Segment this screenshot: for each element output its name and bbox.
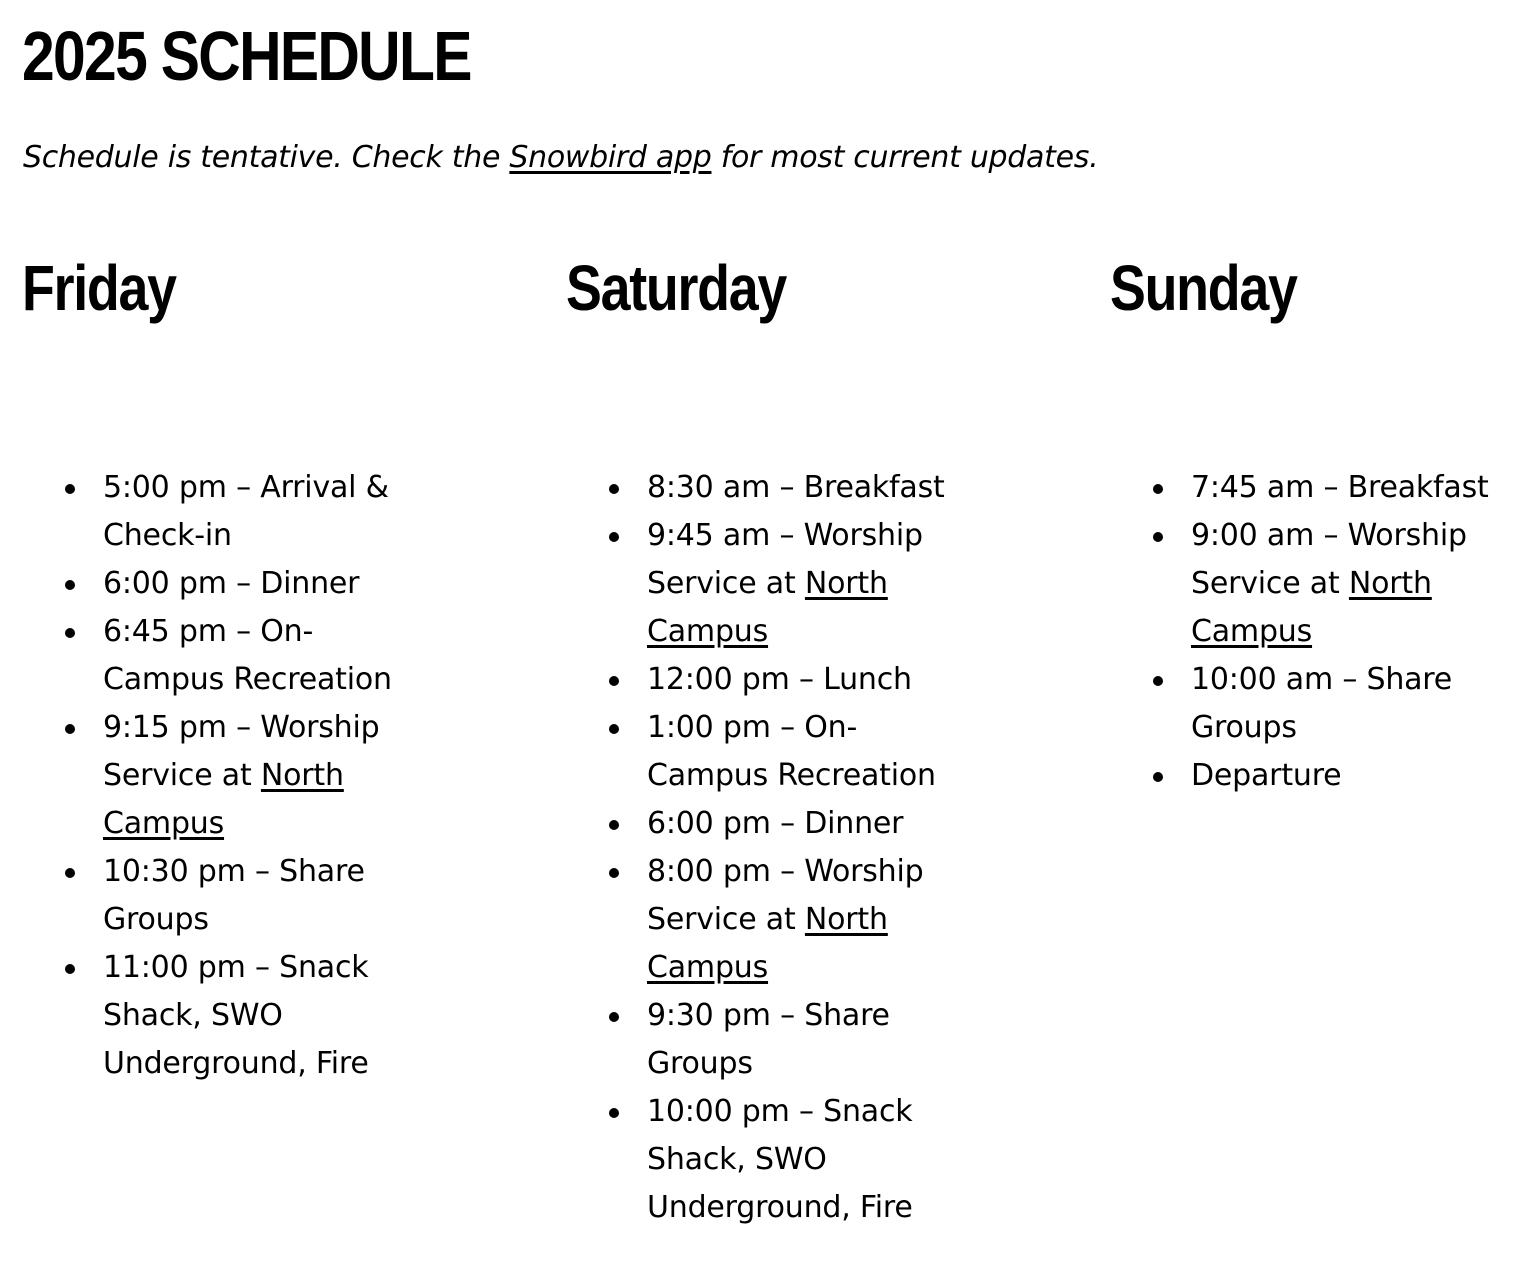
event-text: Departure xyxy=(1191,758,1342,793)
day-title-friday: Friday xyxy=(22,252,176,324)
page-title: 2025 SCHEDULE xyxy=(22,17,471,95)
event-item xyxy=(103,704,423,848)
event-text: 10:00 pm – Snack Shack, SWO Underground, Fire xyxy=(647,1094,913,1225)
bullet-icon xyxy=(609,868,619,878)
bullet-icon xyxy=(65,628,75,638)
event-text: 9:00 am – Worship Service at xyxy=(1191,518,1467,601)
event-item xyxy=(647,512,967,656)
event-text: 9:30 pm – Share Groups xyxy=(647,998,890,1081)
event-list-friday xyxy=(22,464,423,1088)
event-text: 5:00 pm – Arrival & Check-in xyxy=(103,470,389,553)
bullet-icon xyxy=(609,676,619,686)
event-item xyxy=(1191,656,1511,752)
event-item xyxy=(1191,752,1511,800)
event-item xyxy=(647,656,967,704)
bullet-icon xyxy=(609,1108,619,1118)
day-title-saturday: Saturday xyxy=(566,252,786,324)
event-item xyxy=(103,560,423,608)
event-text: 6:00 pm – Dinner xyxy=(103,566,360,601)
event-item xyxy=(647,848,967,992)
bullet-icon xyxy=(1153,676,1163,686)
event-list-saturday xyxy=(566,464,967,1232)
event-text: 6:00 pm – Dinner xyxy=(647,806,904,841)
event-item xyxy=(103,944,423,1088)
north-campus-link[interactable]: North Campus xyxy=(647,566,888,649)
north-campus-link[interactable]: North Campus xyxy=(647,902,888,985)
north-campus-link[interactable]: North Campus xyxy=(1191,566,1432,649)
event-item xyxy=(647,1088,967,1232)
bullet-icon xyxy=(609,484,619,494)
event-item xyxy=(647,800,967,848)
event-item xyxy=(103,848,423,944)
bullet-icon xyxy=(609,724,619,734)
bullet-icon xyxy=(65,964,75,974)
event-text: 6:45 pm – On-Campus Recreation xyxy=(103,614,392,697)
bullet-icon xyxy=(609,1012,619,1022)
event-item xyxy=(103,464,423,560)
event-item xyxy=(1191,464,1511,512)
event-text: 10:00 am – Share Groups xyxy=(1191,662,1453,745)
notice-text-before: Schedule is tentative. Check the xyxy=(23,140,510,175)
event-text: 7:45 am – Breakfast xyxy=(1191,470,1489,505)
event-item xyxy=(647,992,967,1088)
bullet-icon xyxy=(65,724,75,734)
notice-text-after: for most current updates. xyxy=(711,140,1099,175)
bullet-icon xyxy=(609,532,619,542)
event-text: 11:00 pm – Snack Shack, SWO Underground, Fire xyxy=(103,950,369,1081)
event-text: 8:30 am – Breakfast xyxy=(647,470,945,505)
north-campus-link[interactable]: North Campus xyxy=(103,758,344,841)
bullet-icon xyxy=(1153,532,1163,542)
bullet-icon xyxy=(609,820,619,830)
event-text: 12:00 pm – Lunch xyxy=(647,662,912,697)
event-list-sunday xyxy=(1110,464,1511,800)
bullet-icon xyxy=(65,868,75,878)
event-text: 9:15 pm – Worship Service at xyxy=(103,710,380,793)
event-text: 9:45 am – Worship Service at xyxy=(647,518,923,601)
bullet-icon xyxy=(1153,772,1163,782)
schedule-notice xyxy=(23,138,1098,178)
bullet-icon xyxy=(1153,484,1163,494)
bullet-icon xyxy=(65,580,75,590)
event-text: 8:00 pm – Worship Service at xyxy=(647,854,924,937)
event-item xyxy=(647,464,967,512)
event-item xyxy=(103,608,423,704)
snowbird-app-link[interactable]: Snowbird app xyxy=(509,140,712,175)
event-item xyxy=(647,704,967,800)
event-text: 1:00 pm – On-Campus Recreation xyxy=(647,710,936,793)
event-text: 10:30 pm – Share Groups xyxy=(103,854,365,937)
day-title-sunday: Sunday xyxy=(1110,252,1297,324)
bullet-icon xyxy=(65,484,75,494)
event-item xyxy=(1191,512,1511,656)
